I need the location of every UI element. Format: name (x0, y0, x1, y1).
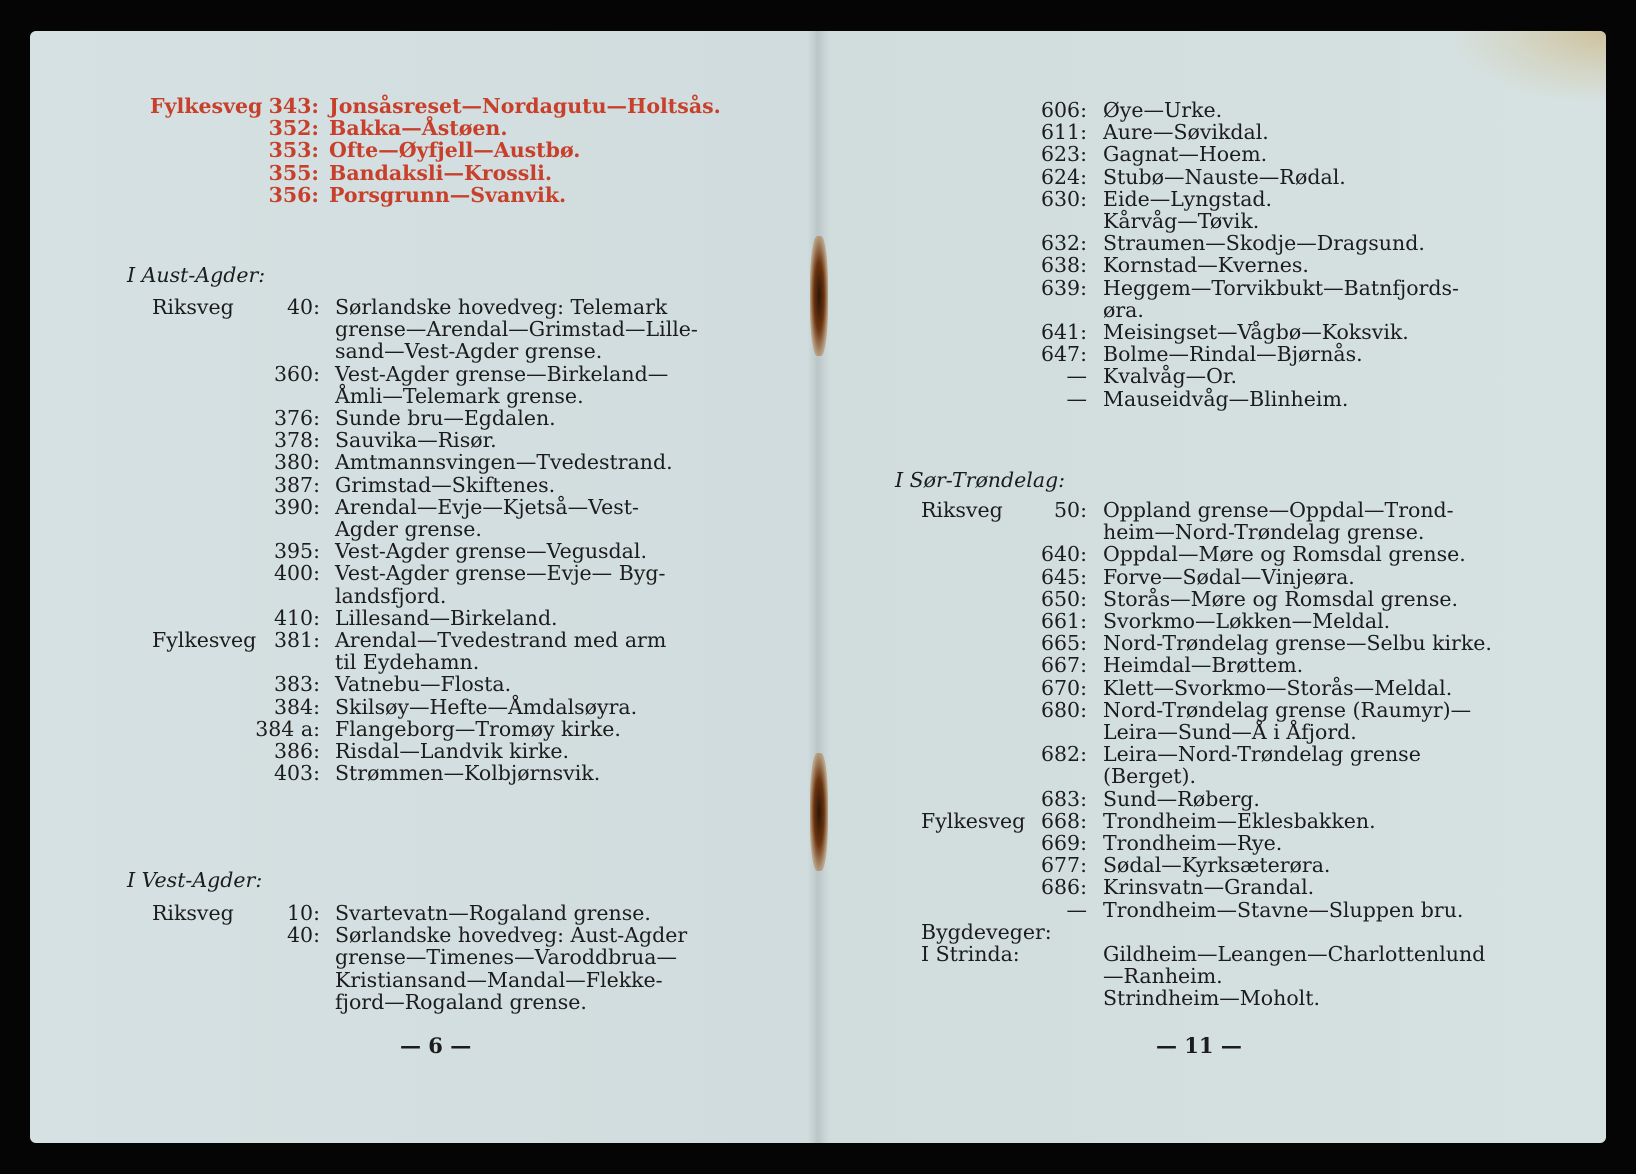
entry-number: 390: (273, 494, 320, 519)
entry-text: Oppland grense—Oppdal—Trond- (1103, 498, 1454, 522)
entry-text: grense—Arendal—Grimstad—Lille- (335, 317, 698, 342)
entry-text: Kårvåg—Tøvik. (1103, 209, 1260, 233)
entry-text: sand—Vest-Agder grense. (335, 339, 603, 364)
entry-number: 668: (1040, 808, 1087, 833)
entry-number: 403: (273, 761, 320, 786)
entry-number: 355: (268, 160, 319, 185)
entry-text: Amtmannsvingen—Tvedestrand. (335, 450, 673, 475)
booklet-spread (30, 31, 1606, 1143)
entry-number: — (1066, 386, 1087, 411)
entry-text: til Eydehamn. (335, 650, 480, 675)
entry-text: Bandaksli—Krossli. (329, 160, 553, 185)
entry-number: 611: (1040, 120, 1087, 145)
entry-number: 640: (1040, 542, 1087, 567)
entry-number: 380: (273, 450, 320, 475)
entry-text: Svartevatn—Rogaland grense. (335, 901, 651, 925)
entry-number: 682: (1040, 742, 1087, 767)
entry-text: Sauvika—Risør. (335, 428, 497, 453)
entry-text: Åmli—Telemark grense. (335, 383, 584, 408)
entry-number: 647: (1040, 342, 1087, 367)
entry-number: 360: (273, 361, 320, 386)
entry-number: 356: (268, 182, 319, 207)
entry-number: 645: (1040, 564, 1087, 589)
entry-text: Bolme—Rindal—Bjørnås. (1103, 342, 1363, 367)
entry-text: Skilsøy—Hefte—Åmdalsøyra. (335, 694, 638, 719)
entry-number: 686: (1040, 875, 1087, 900)
entry-text: Gagnat—Hoem. (1103, 142, 1268, 167)
entry-number: 400: (273, 561, 320, 586)
entry-number: 387: (273, 472, 320, 497)
entry-text: Lillesand—Birkeland. (335, 605, 558, 630)
entry-number: 352: (268, 116, 319, 141)
corner-stain (1456, 31, 1606, 101)
entry-text: landsfjord. (335, 583, 447, 608)
entry-text: Sund—Røberg. (1103, 786, 1260, 811)
entry-number: 677: (1040, 853, 1087, 878)
entry-text: Trondheim—Stavne—Sluppen bru. (1103, 897, 1464, 922)
entry-text: Storås—Møre og Romsdal grense. (1103, 586, 1459, 611)
entry-text: heim—Nord-Trøndelag grense. (1103, 520, 1425, 545)
entry-text: Trondheim—Eklesbakken. (1103, 808, 1376, 833)
entry-text: (Berget). (1103, 764, 1197, 789)
entry-number: 639: (1040, 275, 1087, 300)
entry-text: Nord-Trøndelag grense—Selbu kirke. (1103, 631, 1492, 656)
entry-number: 624: (1040, 164, 1087, 189)
entry-number: 395: (273, 539, 320, 564)
entry-text: Stubø—Nauste—Rødal. (1103, 164, 1346, 189)
entry-text: Risdal—Landvik kirke. (335, 739, 569, 763)
riksveg-label: Riksveg (152, 295, 234, 319)
entry-number: — (1066, 364, 1087, 389)
entry-number: 384 a: (255, 716, 320, 741)
entry-text: Ofte—Øyfjell—Austbø. (329, 138, 581, 163)
entry-number: 50: (1054, 498, 1087, 522)
entry-text: Kvalvåg—Or. (1103, 364, 1237, 389)
entry-number: — (1066, 897, 1087, 922)
entry-number: 667: (1040, 653, 1087, 678)
entry-number: 650: (1040, 586, 1087, 611)
fylkesveg-label: Fylkesveg (150, 94, 263, 118)
entry-text: Strindheim—Moholt. (1103, 986, 1320, 1011)
entry-text: Leira—Sund—Å i Åfjord. (1103, 720, 1357, 744)
entry-number: 623: (1040, 142, 1087, 167)
county-heading-aust-agder: I Aust-Agder: (127, 263, 266, 287)
entry-number: 383: (273, 672, 320, 697)
county-heading-sor-trondelag: I Sør-Trøndelag: (895, 468, 1066, 492)
entry-text: Arendal—Tvedestrand med arm (335, 628, 667, 652)
entry-text: Straumen—Skodje—Dragsund. (1103, 231, 1425, 256)
strinda-label: I Strinda: (921, 942, 1020, 966)
riksveg-label: Riksveg (921, 498, 1003, 522)
entry-text: Mauseidvåg—Blinheim. (1103, 386, 1349, 411)
riksveg-label: Riksveg (152, 901, 234, 925)
entry-number: 378: (273, 428, 320, 453)
entry-number: 641: (1040, 320, 1087, 344)
entry-text: Jonsåsreset—Nordagutu—Holtsås. (329, 94, 721, 118)
fylkesveg-label: Fylkesveg (152, 628, 257, 652)
entry-text: Forve—Sødal—Vinjeøra. (1103, 564, 1355, 589)
entry-text: Bakka—Åstøen. (329, 116, 508, 141)
entry-text: Vest-Agder grense—Vegusdal. (335, 539, 647, 564)
entry-number: 10: (287, 901, 320, 925)
entry-number: 410: (273, 605, 320, 630)
entry-number: 343: (268, 94, 319, 118)
entry-text: Kornstad—Kvernes. (1103, 253, 1309, 278)
entry-number: 384: (273, 694, 320, 719)
entry-text: Trondheim—Rye. (1103, 831, 1283, 855)
entry-text: Porsgrunn—Svanvik. (329, 182, 567, 207)
entry-text: Grimstad—Skiftenes. (335, 472, 556, 497)
county-heading-vest-agder: I Vest-Agder: (127, 868, 263, 892)
entry-number: 680: (1040, 697, 1087, 722)
fylkesveg-label: Fylkesveg (921, 808, 1026, 833)
entry-text: Agder grense. (335, 517, 482, 541)
entry-number: 683: (1040, 786, 1087, 811)
entry-text: Nord-Trøndelag grense (Raumyr)— (1103, 697, 1472, 722)
entry-text: Heimdal—Brøttem. (1103, 653, 1304, 678)
entry-text: Sødal—Kyrksæterøra. (1103, 853, 1331, 878)
entry-number: 40: (287, 923, 320, 948)
entry-text: Sørlandske hovedveg: Telemark (335, 295, 668, 319)
entry-text: Klett—Svorkmo—Storås—Meldal. (1103, 675, 1453, 700)
entry-number: 665: (1040, 631, 1087, 656)
entry-number: 632: (1040, 231, 1087, 256)
page-number-right: — 11 — (1156, 1033, 1242, 1058)
entry-text: Gildheim—Leangen—Charlottenlund (1103, 942, 1486, 966)
entry-text: Leira—Nord-Trøndelag grense (1103, 742, 1421, 767)
entry-text: Oppdal—Møre og Romsdal grense. (1103, 542, 1466, 567)
entry-text: Meisingset—Vågbø—Koksvik. (1103, 320, 1409, 344)
entry-number: 386: (273, 739, 320, 763)
entry-text: Vatnebu—Flosta. (335, 672, 512, 697)
entry-number: 669: (1040, 831, 1087, 855)
bygdeveger-label: Bygdeveger: (921, 919, 1052, 944)
entry-text: Eide—Lyngstad. (1103, 186, 1273, 211)
entry-number: 606: (1040, 98, 1087, 122)
entry-text: Flangeborg—Tromøy kirke. (335, 716, 621, 741)
entry-number: 638: (1040, 253, 1087, 278)
entry-number: 630: (1040, 186, 1087, 211)
entry-text: Strømmen—Kolbjørnsvik. (335, 761, 601, 786)
entry-text: øra. (1103, 297, 1144, 322)
page-number-left: — 6 — (400, 1033, 472, 1058)
entry-text: Sunde bru—Egdalen. (335, 406, 556, 430)
entry-text: Aure—Søvikdal. (1103, 120, 1269, 145)
entry-number: 670: (1040, 675, 1087, 700)
entry-text: Kristiansand—Mandal—Flekke- (335, 967, 663, 992)
entry-text: Svorkmo—Løkken—Meldal. (1103, 609, 1391, 633)
entry-text: grense—Timenes—Varoddbrua— (335, 945, 677, 970)
entry-text: —Ranheim. (1103, 964, 1223, 989)
entry-text: Krinsvatn—Grandal. (1103, 875, 1315, 900)
entry-number: 381: (273, 628, 320, 652)
entry-text: Sørlandske hovedveg: Aust-Agder (335, 923, 688, 948)
entry-number: 376: (273, 406, 320, 430)
entry-number: 40: (287, 295, 320, 319)
entry-text: Heggem—Torvikbukt—Batnfjords- (1103, 275, 1459, 300)
entry-number: 661: (1040, 609, 1087, 633)
entry-number: 353: (268, 138, 319, 163)
entry-text: Vest-Agder grense—Birkeland— (335, 361, 669, 386)
entry-text: fjord—Rogaland grense. (335, 989, 587, 1014)
entry-text: Vest-Agder grense—Evje— Byg- (335, 561, 666, 586)
entry-text: Arendal—Evje—Kjetså—Vest- (335, 494, 639, 519)
entry-text: Øye—Urke. (1103, 98, 1223, 122)
